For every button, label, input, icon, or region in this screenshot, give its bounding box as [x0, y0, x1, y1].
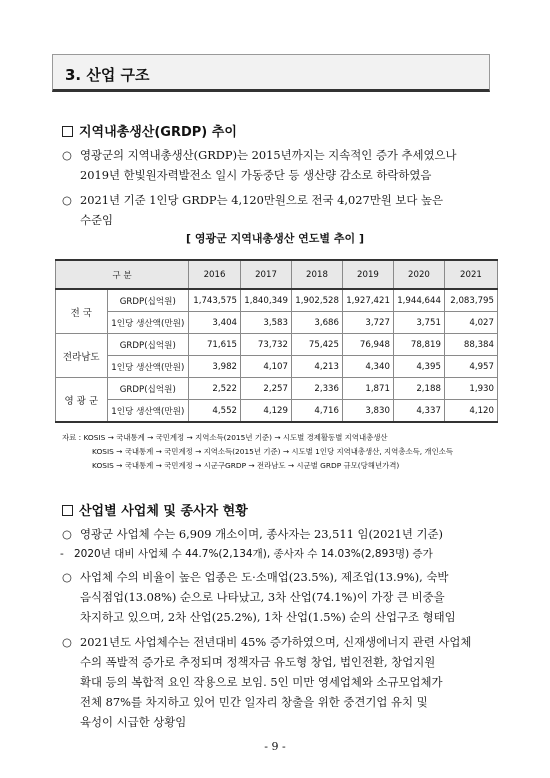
- paragraph-line: 영광군의 지역내총생산(GRDP)는 2015년까지는 지속적인 증가 추세였으나: [80, 148, 457, 162]
- industry-item-3: [62, 567, 502, 627]
- paragraph-line: 차지하고 있으며, 2차 산업(25.2%), 1차 산업(1.5%) 순의 산업구조 형태임: [80, 610, 456, 624]
- row-label: GRDP(십억원): [107, 378, 189, 400]
- table-title: [ 영광군 지역내총생산 연도별 추이 ]: [186, 232, 364, 245]
- header-year: 2021: [444, 260, 497, 289]
- table-row: [56, 378, 498, 400]
- paragraph-line: 전체 87%를 차지하고 있어 민간 일자리 창출을 위한 중견기업 유치 및: [80, 695, 428, 709]
- table-cell: 4,107: [241, 356, 292, 378]
- source-line: KOSIS → 국내통계 → 국민계정 → 시군구GRDP → 전라남도 → 시군별 GRDP 규모(당해년가격): [92, 461, 400, 470]
- table-cell: 3,830: [342, 400, 393, 423]
- table-cell: 3,982: [189, 356, 241, 378]
- table-header-row: [56, 260, 498, 289]
- source-line: 자료 : KOSIS → 국내통계 → 국민계정 → 지역소득(2015년 기준) → 시도별 경제활동별 지역내총생산: [62, 433, 388, 442]
- bullet-marker: ○: [62, 570, 72, 584]
- table-cell: 2,188: [393, 378, 444, 400]
- table-cell: 76,948: [342, 334, 393, 356]
- table-cell: 4,027: [444, 312, 497, 334]
- table-row: [56, 400, 498, 423]
- header-year: 2018: [292, 260, 343, 289]
- table-cell: 78,819: [393, 334, 444, 356]
- table-cell: 88,384: [444, 334, 497, 356]
- region-cell: 영 광 군: [56, 378, 108, 423]
- grdp-table: [55, 259, 498, 423]
- table-cell: 75,425: [292, 334, 343, 356]
- table-row: [56, 289, 498, 312]
- table-cell: 1,944,644: [393, 289, 444, 312]
- square-bullet-icon: [62, 126, 73, 137]
- section-title-box: [52, 54, 490, 92]
- table-cell: 3,686: [292, 312, 343, 334]
- paragraph-line: 육성이 시급한 상황임: [80, 715, 187, 729]
- header-label: 구 분: [56, 260, 189, 289]
- region-cell: 전라남도: [56, 334, 108, 378]
- table-row: [56, 334, 498, 356]
- page-number: - 9 -: [264, 740, 286, 753]
- row-label: 1인당 생산액(만원): [107, 312, 189, 334]
- paragraph-line: 2019년 한빛원자력발전소 일시 가동중단 등 생산량 감소로 하락하였음: [80, 168, 432, 182]
- table-cell: 3,404: [189, 312, 241, 334]
- header-year: 2019: [342, 260, 393, 289]
- table-cell: 1,930: [444, 378, 497, 400]
- table-cell: 1,840,349: [241, 289, 292, 312]
- paragraph-line: 2021년도 사업체수는 전년대비 45% 증가하였으며, 신재생에너지 관련 사업체: [80, 635, 472, 649]
- table-cell: 4,213: [292, 356, 343, 378]
- header-year: 2016: [189, 260, 241, 289]
- table-row: [56, 356, 498, 378]
- source-line: KOSIS → 국내통계 → 국민계정 → 지역소득(2015년 기준) → 시도별 1인당 지역내총생산, 지역총소득, 개인소득: [92, 447, 453, 456]
- table-cell: 1,871: [342, 378, 393, 400]
- header-year: 2020: [393, 260, 444, 289]
- paragraph-line: 확대 등의 복합적 요인 작용으로 보임. 5인 미만 영세업체와 소규모업체가: [80, 675, 443, 689]
- square-bullet-icon: [62, 505, 73, 516]
- paragraph-line: 2021년 기준 1인당 GRDP는 4,120만원으로 전국 4,027만원 보다 높은: [80, 193, 443, 207]
- paragraph-line: 수준임: [80, 213, 114, 227]
- table-cell: 4,340: [342, 356, 393, 378]
- row-label: 1인당 생산액(만원): [107, 400, 189, 423]
- table-cell: 2,522: [189, 378, 241, 400]
- source-note: [62, 431, 453, 473]
- industry-heading-text: 산업별 사업체 및 종사자 현황: [79, 504, 248, 519]
- industry-item-1: [62, 524, 502, 544]
- grdp-bullet-2: [62, 190, 502, 230]
- paragraph-line: 영광군 사업체 수는 6,909 개소이며, 종사자는 23,511 임(2021년 기준): [80, 527, 443, 541]
- table-cell: 4,129: [241, 400, 292, 423]
- table-cell: 3,583: [241, 312, 292, 334]
- paragraph-line: 2020년 대비 사업체 수 44.7%(2,134개), 종사자 수 14.03%(2,893명) 증가: [74, 548, 433, 560]
- table-cell: 4,957: [444, 356, 497, 378]
- table-cell: 71,615: [189, 334, 241, 356]
- industry-item-4: [62, 632, 502, 732]
- table-cell: 2,336: [292, 378, 343, 400]
- table-cell: 1,743,575: [189, 289, 241, 312]
- industry-item-2: [62, 544, 502, 564]
- row-label: GRDP(십억원): [107, 289, 189, 312]
- section-title: 3. 산업 구조: [65, 66, 150, 84]
- paragraph-line: 음식점업(13.08%) 순으로 나타났고, 3차 산업(74.1%)이 가장 큰 비중을: [80, 590, 445, 604]
- industry-heading: [62, 500, 248, 519]
- row-label: GRDP(십억원): [107, 334, 189, 356]
- bullet-marker: ○: [62, 148, 72, 162]
- table-cell: 3,751: [393, 312, 444, 334]
- table-cell: 3,727: [342, 312, 393, 334]
- table-cell: 4,395: [393, 356, 444, 378]
- header-year: 2017: [241, 260, 292, 289]
- grdp-heading-text: 지역내총생산(GRDP) 추이: [79, 125, 237, 140]
- table-row: [56, 312, 498, 334]
- grdp-bullet-1: [62, 145, 502, 185]
- row-label: 1인당 생산액(만원): [107, 356, 189, 378]
- table-cell: 4,337: [393, 400, 444, 423]
- paragraph-line: 사업체 수의 비율이 높은 업종은 도·소매업(23.5%), 제조업(13.9%), 숙박: [80, 570, 449, 584]
- table-cell: 4,552: [189, 400, 241, 423]
- table-cell: 4,716: [292, 400, 343, 423]
- table-cell: 1,927,421: [342, 289, 393, 312]
- bullet-marker: ○: [62, 193, 72, 207]
- table-cell: 4,120: [444, 400, 497, 423]
- region-cell: 전 국: [56, 289, 108, 334]
- table-cell: 73,732: [241, 334, 292, 356]
- paragraph-line: 수의 폭발적 증가로 추정되며 정책자금 유도형 창업, 법인전환, 창업지원: [80, 655, 436, 669]
- bullet-marker: ○: [62, 635, 72, 649]
- bullet-marker: ○: [62, 527, 72, 541]
- table-cell: 1,902,528: [292, 289, 343, 312]
- table-cell: 2,083,795: [444, 289, 497, 312]
- grdp-heading: [62, 121, 237, 140]
- dash-marker: -: [60, 548, 64, 560]
- table-cell: 2,257: [241, 378, 292, 400]
